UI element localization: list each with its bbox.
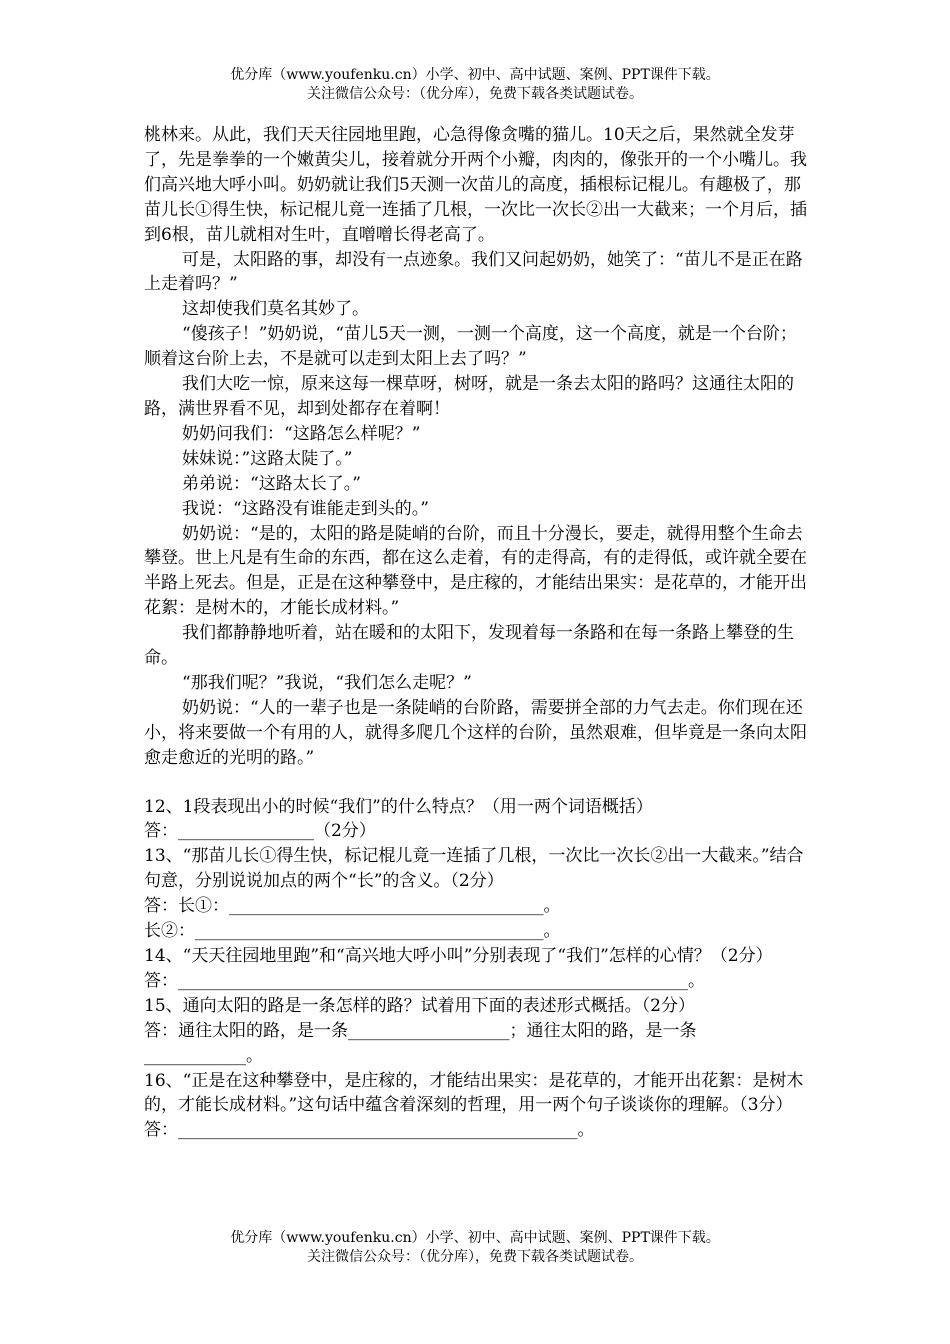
page-footer — [0, 1229, 950, 1267]
passage-paragraph: 奶奶说：“人的一辈子也是一条陡峭的台阶路，需要拼全部的力气去走。你们现在还小，将来要做一个有用的人，就得多爬几个这样的台阶，虽然艰难，但毕竟是一条向太阳愈走愈近的光明的路。” — [144, 697, 807, 768]
answer-13-2: 长②：_________________________________________。 — [144, 921, 561, 942]
passage-paragraph: 我说：“这路没有谁能走到头的。” — [182, 498, 429, 519]
passage-paragraph: 妹妹说：”这路太陡了。” — [182, 448, 353, 469]
passage-paragraph: 桃林来。从此，我们天天往园地里跑，心急得像贪嘴的猫儿。10天之后，果然就全发芽了，先是拳拳的一个嫩黄尖儿，接着就分开两个小瓣，肉肉的，像张开的一个小嘴儿。我们高兴地大呼小叫。奶奶就让我们5天测一次苗儿的高度，插根标记棍儿。有趣极了，那苗儿长①得生快，标记棍儿竟一连插了几根，一次比一次长②出一大截来；一个月后，插到6根，苗儿就相对生叶，直噌噌长得老高了。 — [144, 125, 807, 245]
header-line-2: 关注微信公众号：（优分库），免费下载各类试题试卷。 — [307, 86, 643, 102]
question-14: 14、“天天往园地里跑”和“高兴地大呼小叫”分别表现了“我们”怎样的心情？（2分） — [144, 946, 773, 966]
passage-paragraph: 这却使我们莫名其妙了。 — [182, 299, 369, 320]
question-13: 13、“那苗儿长①得生快，标记棍儿竟一连插了几根，一次比一次长②出一大截来。”结合句意，分别说说加点的两个“长”的含义。（2分） — [144, 846, 804, 892]
passage-paragraph: “傻孩子！”奶奶说，“苗儿5天一测，一测一个高度，这一个高度，就是一个台阶；顺着这台阶上去，不是就可以走到太阳上去了吗？” — [144, 324, 797, 370]
footer-line-2: 关注微信公众号：（优分库），免费下载各类试题试卷。 — [307, 1249, 643, 1265]
answer-16: 答：_______________________________________________。 — [144, 1120, 595, 1141]
passage-paragraph: 可是，太阳路的事，却没有一点迹象。我们又问起奶奶，她笑了：“苗儿不是正在路上走着吗？” — [144, 249, 803, 295]
footer-line-1: 优分库（www.youfenku.cn）小学、初中、高中试题、案例、PPT课件下载。 — [230, 1230, 720, 1246]
answer-13-1: 答：长①：_____________________________________。 — [144, 896, 561, 917]
section-gap — [144, 771, 809, 795]
answer-15: 答：通往太阳的路，是一条___________________；通往太阳的路，是一条____________。 — [144, 1020, 697, 1066]
document-body — [144, 123, 809, 1143]
passage-paragraph: 我们都静静地听着，站在暖和的太阳下，发现着每一条路和在每一条路上攀登的生命。 — [144, 623, 794, 669]
answer-12: 答：________________（2分） — [144, 821, 376, 842]
question-15: 15、通向太阳的路是一条怎样的路？试着用下面的表述形式概括。（2分） — [144, 995, 695, 1016]
question-16: 16、“正是在这种攀登中，是庄稼的，才能结出果实：是花草的，才能开出花絮：是树木的，才能长成材料。”这句话中蕴含着深刻的哲理，用一两个句子谈谈你的理解。（3分） — [144, 1070, 804, 1116]
page-header — [0, 66, 950, 104]
passage-paragraph: 我们大吃一惊，原来这每一棵草呀，树呀，就是一条去太阳的路吗？这通往太阳的路，满世界看不见，却到处都存在着啊！ — [144, 374, 794, 419]
answer-14: 答：____________________________________________________________。 — [144, 970, 705, 991]
passage-paragraph: 奶奶问我们：“这路怎么样呢？” — [182, 423, 421, 444]
passage-paragraph: 弟弟说：“这路太长了。” — [182, 473, 361, 494]
passage-paragraph: “那我们呢？”我说，“我们怎么走呢？” — [182, 672, 472, 693]
passage-paragraph: 奶奶说：“是的，太阳的路是陡峭的台阶，而且十分漫长，要走，就得用整个生命去攀登。世上凡是有生命的东西，都在这么走着，有的走得高，有的走得低，或许就全要在半路上死去。但是，正是在这种攀登中，是庄稼的，才能结出果实：是花草的，才能开出花絮：是树木的，才能长成材料。” — [144, 523, 807, 619]
question-12: 12、1段表现出小的时候“我们”的什么特点？（用一两个词语概括） — [144, 796, 653, 817]
header-line-1: 优分库（www.youfenku.cn）小学、初中、高中试题、案例、PPT课件下载。 — [230, 67, 720, 83]
